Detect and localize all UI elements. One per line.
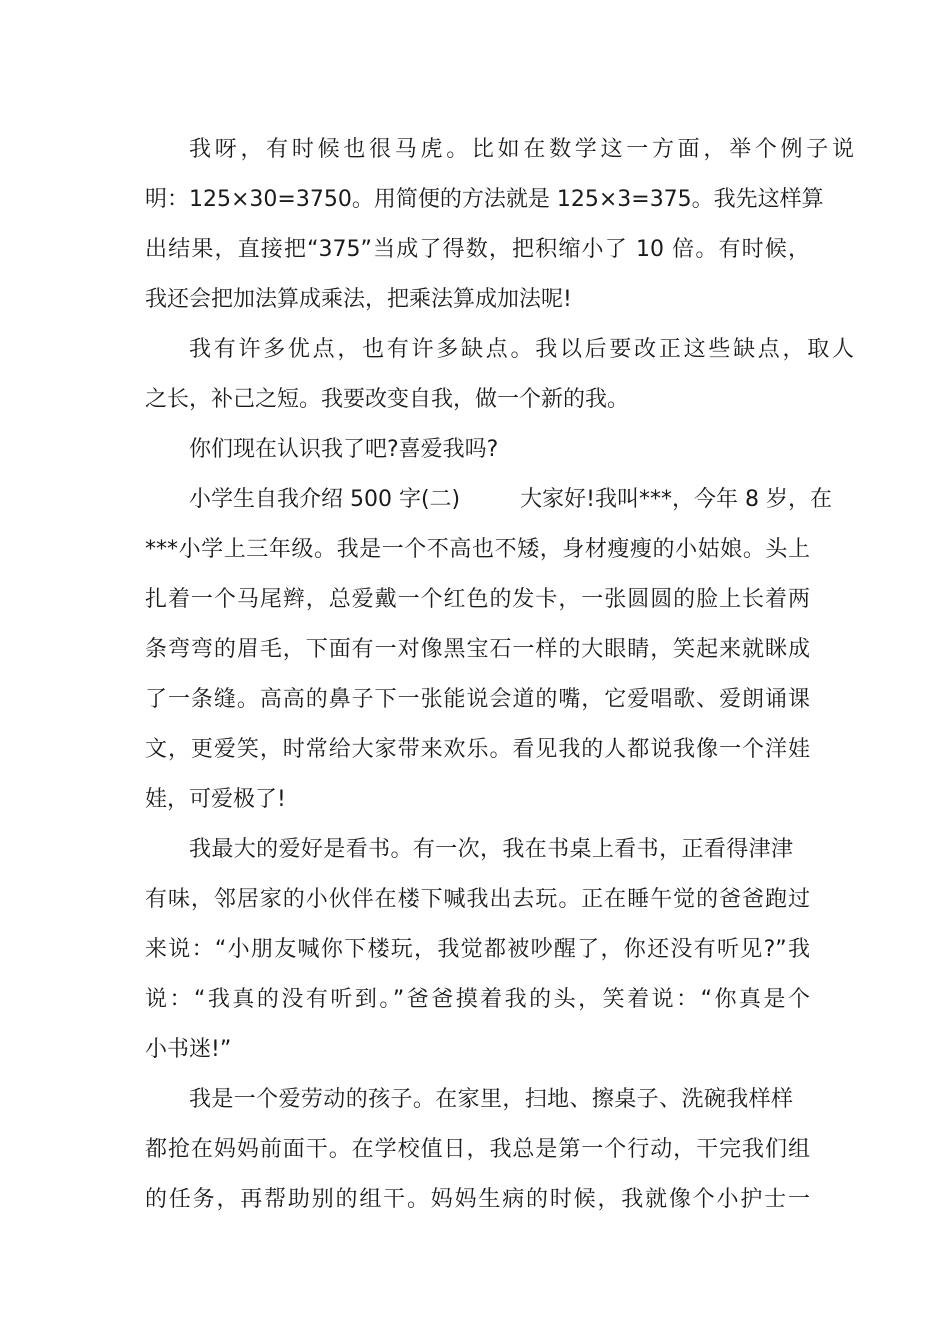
- text-line: 小书迷!”: [145, 1037, 232, 1062]
- text-line: 说：“我真的没有听到。”爸爸摸着我的头，笑着说：“你真是个: [145, 987, 810, 1012]
- section-heading-line: [189, 480, 832, 520]
- text-line: 有味，邻居家的小伙伴在楼下喊我出去玩。正在睡午觉的爸爸跑过: [145, 887, 810, 912]
- text-line: 你们现在认识我了吧?喜爱我吗?: [189, 437, 499, 462]
- text-line: 出结果，直接把“375”当成了得数，把积缩小了 10 倍。有时候，: [145, 237, 810, 262]
- text-line: 明：125×30=3750。用简便的方法就是 125×3=375。我先这样算: [145, 187, 824, 212]
- text-line: 扎着一个马尾辫，总爱戴一个红色的发卡，一张圆圆的脸上长着两: [145, 587, 810, 612]
- text-line: 了一条缝。高高的鼻子下一张能说会道的嘴，它爱唱歌、爱朗诵课: [145, 687, 810, 712]
- text-line: 来说：“小朋友喊你下楼玩，我觉都被吵醒了，你还没有听见?”我: [145, 937, 810, 962]
- text-line: 我有许多优点，也有许多缺点。我以后要改正这些缺点，取人: [189, 337, 854, 362]
- text-line: 我呀，有时候也很马虎。比如在数学这一方面，举个例子说: [189, 137, 854, 162]
- text-line: 我是一个爱劳动的孩子。在家里，扫地、擦桌子、洗碗我样样: [189, 1087, 793, 1112]
- text-line: 我还会把加法算成乘法，把乘法算成加法呢!: [145, 287, 572, 312]
- text-line: 我最大的爱好是看书。有一次，我在书桌上看书，正看得津津: [189, 837, 793, 862]
- text-line: 文，更爱笑，时常给大家带来欢乐。看见我的人都说我像一个洋娃: [145, 737, 810, 762]
- section-heading: 小学生自我介绍 500 字(二): [189, 487, 461, 512]
- text-line: 娃，可爱极了!: [145, 787, 286, 812]
- text-line: 之长，补己之短。我要改变自我，做一个新的我。: [145, 387, 630, 412]
- text-line: 都抢在妈妈前面干。在学校值日，我总是第一个行动，干完我们组: [145, 1137, 810, 1162]
- text-line: 条弯弯的眉毛，下面有一对像黑宝石一样的大眼睛，笑起来就眯成: [145, 637, 810, 662]
- text-line: ***小学上三年级。我是一个不高也不矮，身材瘦瘦的小姑娘。头上: [145, 537, 810, 562]
- text-span: 大家好!我叫***，今年 8 岁，在: [520, 487, 832, 512]
- text-line: 的任务，再帮助别的组干。妈妈生病的时候，我就像个小护士一: [145, 1187, 810, 1212]
